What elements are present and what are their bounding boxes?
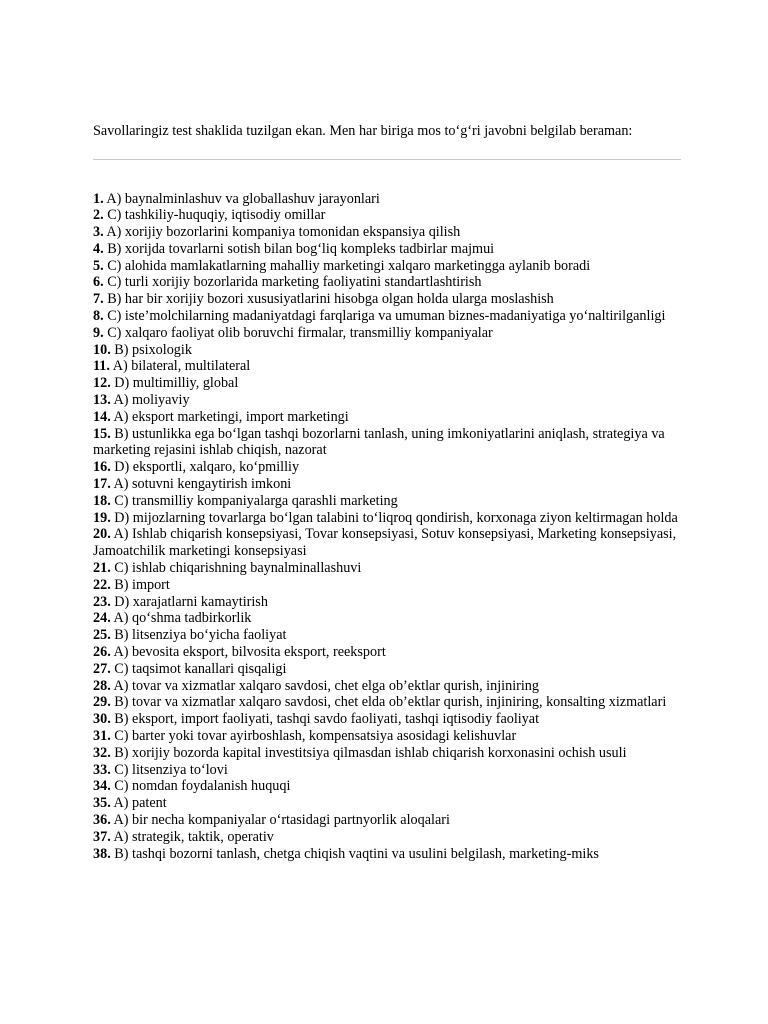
answer-text: C) transmilliy kompaniyalarga qarashli marketing [114, 492, 398, 509]
answer-text: D) eksportli, xalqaro, ko‘pmilliy [114, 459, 300, 476]
answer-number: 13. [93, 392, 111, 409]
answer-number: 32. [93, 744, 111, 761]
answer-list [93, 191, 681, 863]
answer-text: A) qo‘shma tadbirkorlik [113, 610, 252, 627]
answer-number: 27. [93, 660, 111, 677]
answer-item [93, 610, 681, 627]
answer-text: B) litsenziya bo‘yicha faoliyat [114, 627, 287, 644]
answer-text: A) tovar va xizmatlar xalqaro savdosi, chet elga ob’ektlar qurish, injiniring [113, 677, 539, 694]
answer-item [93, 358, 681, 375]
answer-number: 34. [93, 778, 111, 795]
answer-text: C) iste’molchilarning madaniyatdagi farqlariga va umuman biznes-madaniyatiga yo‘naltirilganligi [107, 308, 666, 325]
answer-item [93, 846, 681, 863]
answer-text: D) xarajatlarni kamaytirish [114, 593, 268, 610]
answer-text: A) Ishlab chiqarish konsepsiyasi, Tovar konsepsiyasi, Sotuv konsepsiyasi, Marketing konsepsiyasi, Jamoatchilik marketingi konsepsiyasi [93, 526, 677, 560]
answer-number: 37. [93, 828, 111, 845]
answer-text: C) turli xorijiy bozorlarida marketing faoliyatini standartlashtirish [107, 274, 482, 291]
answer-text: B) xorijda tovarlarni sotish bilan bog‘liq kompleks tadbirlar majmui [107, 240, 495, 257]
answer-number: 16. [93, 459, 111, 476]
answer-number: 25. [93, 627, 111, 644]
answer-item [93, 644, 681, 661]
answer-item [93, 627, 681, 644]
answer-number: 7. [93, 291, 104, 308]
answer-number: 3. [93, 224, 104, 241]
answer-item [93, 342, 681, 359]
answer-item [93, 426, 681, 460]
answer-text: C) alohida mamlakatlarning mahalliy marketingi xalqaro marketingga aylanib boradi [107, 257, 591, 274]
answer-item [93, 778, 681, 795]
answer-item [93, 493, 681, 510]
answer-number: 28. [93, 677, 111, 694]
answer-text: C) nomdan foydalanish huquqi [114, 778, 291, 795]
answer-text: A) moliyaviy [113, 392, 190, 409]
answer-item [93, 476, 681, 493]
answer-text: D) mijozlarning tovarlarga bo‘lgan talabini to‘liqroq qondirish, korxonaga ziyon keltirmagan holda [114, 509, 678, 526]
answer-number: 36. [93, 811, 111, 828]
answer-text: B) xorijiy bozorda kapital investitsiya qilmasdan ishlab chiqarish korxonasini ochish usuli [114, 744, 627, 761]
answer-item [93, 325, 681, 342]
answer-text: B) tashqi bozorni tanlash, chetga chiqish vaqtini va usulini belgilash, marketing-miks [114, 845, 599, 862]
answer-item [93, 661, 681, 678]
answer-item [93, 694, 681, 711]
horizontal-divider [93, 159, 681, 160]
answer-item [93, 241, 681, 258]
answer-text: B) tovar va xizmatlar xalqaro savdosi, chet elda ob’ektlar qurish, injiniring, konsalting xizmatlari [114, 694, 667, 711]
answer-text: A) bevosita eksport, bilvosita eksport, reeksport [113, 644, 386, 661]
answer-text: A) eksport marketingi, import marketingi [113, 408, 349, 425]
answer-item [93, 291, 681, 308]
answer-number: 1. [93, 190, 104, 207]
answer-item [93, 274, 681, 291]
answer-number: 11. [93, 358, 110, 375]
answer-item [93, 711, 681, 728]
answer-text: B) import [114, 576, 170, 593]
answer-text: C) litsenziya to‘lovi [114, 761, 228, 778]
answer-number: 18. [93, 492, 111, 509]
answer-item [93, 795, 681, 812]
answer-number: 17. [93, 476, 111, 493]
intro-paragraph: Savollaringiz test shaklida tuzilgan ekan. Men har biriga mos to‘g‘ri javobni belgilab beraman: [93, 123, 633, 139]
answer-item [93, 812, 681, 829]
answer-text: A) bir necha kompaniyalar o‘rtasidagi partnyorlik aloqalari [113, 811, 450, 828]
answer-number: 30. [93, 711, 111, 728]
answer-text: B) har bir xorijiy bozori xususiyatlarini hisobga olgan holda ularga moslashish [107, 291, 554, 308]
answer-number: 5. [93, 257, 104, 274]
answer-item [93, 728, 681, 745]
answer-text: C) tashkiliy-huquqiy, iqtisodiy omillar [107, 207, 326, 224]
answer-item [93, 308, 681, 325]
answer-number: 6. [93, 274, 104, 291]
answer-text: A) baynalminlashuv va globallashuv jarayonlari [106, 190, 380, 207]
answer-text: B) eksport, import faoliyati, tashqi savdo faoliyati, tashqi iqtisodiy faoliyat [114, 711, 540, 728]
answer-item [93, 375, 681, 392]
answer-item [93, 829, 681, 846]
answer-number: 22. [93, 576, 111, 593]
answer-text: A) patent [113, 795, 167, 812]
answer-item [93, 577, 681, 594]
answer-number: 15. [93, 425, 111, 442]
answer-item [93, 258, 681, 275]
answer-number: 29. [93, 694, 111, 711]
answer-number: 20. [93, 526, 111, 543]
answer-item [93, 678, 681, 695]
answer-text: C) ishlab chiqarishning baynalminallashuvi [114, 560, 362, 577]
answer-text: B) ustunlikka ega bo‘lgan tashqi bozorlarni tanlash, uning imkoniyatlarini aniqlash, strategiya va marketing rejasini ishlab chiqish, nazorat [93, 425, 665, 459]
answer-number: 19. [93, 509, 111, 526]
answer-text: C) barter yoki tovar ayirboshlash, kompensatsiya asosidagi kelishuvlar [114, 728, 517, 744]
answer-number: 24. [93, 610, 111, 627]
answer-text: A) bilateral, multilateral [112, 358, 251, 375]
answer-number: 2. [93, 207, 104, 224]
answer-text: C) taqsimot kanallari qisqaligi [114, 660, 287, 677]
answer-number: 31. [93, 728, 111, 744]
answer-item [93, 594, 681, 611]
answer-item [93, 207, 681, 224]
answer-number: 4. [93, 240, 104, 257]
document-page [93, 123, 681, 862]
answer-text: C) xalqaro faoliyat olib boruvchi firmalar, transmilliy kompaniyalar [107, 324, 493, 341]
answer-number: 10. [93, 341, 111, 358]
answer-text: A) sotuvni kengaytirish imkoni [113, 476, 292, 493]
answer-number: 23. [93, 593, 111, 610]
answer-item [93, 745, 681, 762]
answer-number: 35. [93, 795, 111, 812]
answer-item [93, 409, 681, 426]
answer-item [93, 459, 681, 476]
answer-number: 12. [93, 375, 111, 392]
answer-item [93, 526, 681, 560]
answer-item [93, 510, 681, 527]
answer-item [93, 392, 681, 409]
answer-number: 21. [93, 560, 111, 577]
answer-number: 8. [93, 308, 104, 325]
answer-item [93, 560, 681, 577]
answer-text: D) multimilliy, global [114, 375, 239, 392]
answer-text: B) psixologik [114, 341, 192, 358]
answer-item [93, 762, 681, 779]
answer-number: 14. [93, 408, 111, 425]
answer-number: 38. [93, 845, 111, 862]
answer-number: 26. [93, 644, 111, 661]
answer-item [93, 224, 681, 241]
answer-number: 33. [93, 761, 111, 778]
answer-item [93, 191, 681, 208]
answer-text: A) strategik, taktik, operativ [113, 828, 274, 845]
answer-number: 9. [93, 324, 104, 341]
answer-text: A) xorijiy bozorlarini kompaniya tomonidan ekspansiya qilish [106, 224, 461, 241]
